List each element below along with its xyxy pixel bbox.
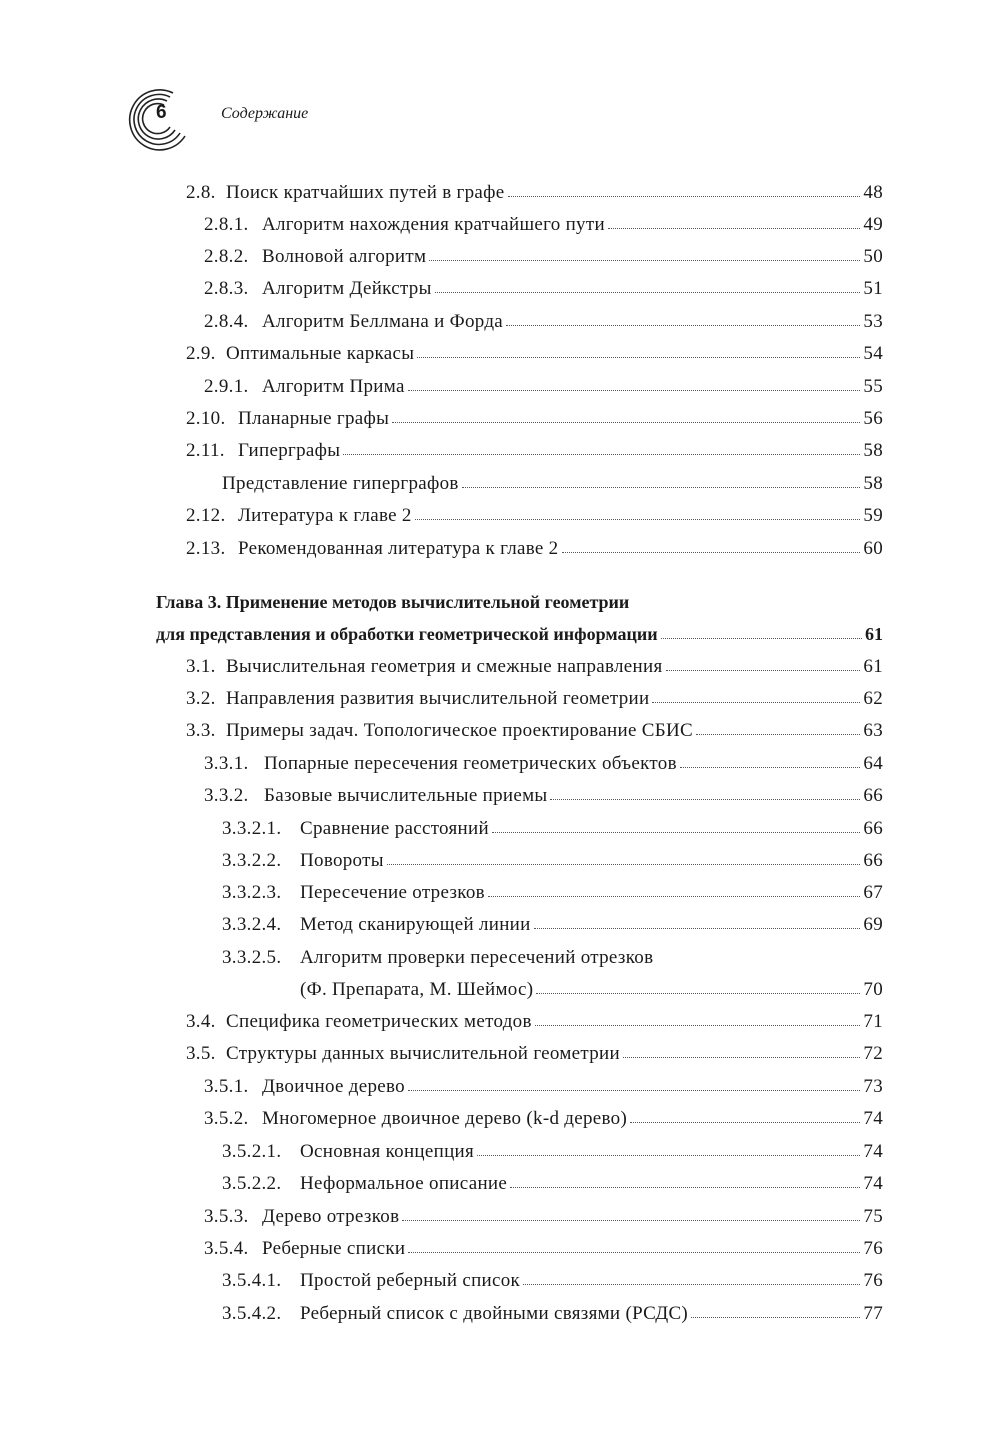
toc-entry-title: Планарные графы — [238, 408, 390, 429]
toc-entry[interactable] — [0, 1303, 883, 1329]
toc-entry-number: 3.5.2.2. — [222, 1173, 282, 1194]
dot-leader — [462, 487, 861, 488]
toc-entry-page: 50 — [863, 246, 883, 267]
dot-leader — [435, 292, 861, 293]
toc-entry-page: 72 — [863, 1043, 883, 1064]
dot-leader — [508, 196, 861, 197]
dot-leader — [661, 638, 862, 639]
toc-entry-title: Алгоритм Прима — [262, 376, 405, 397]
toc-entry-title: Рекомендованная литература к главе 2 — [238, 538, 559, 559]
toc-entry-number: 2.8.3. — [204, 278, 249, 299]
toc-entry-title: Структуры данных вычислительной геометрии — [226, 1043, 620, 1064]
toc-entry-title: Волновой алгоритм — [262, 246, 427, 267]
toc-entry-title: Примеры задач. Топологическое проектирование СБИС — [226, 720, 693, 741]
toc-entry-page: 69 — [863, 914, 883, 935]
toc-entry-number: 3.3.2.3. — [222, 882, 282, 903]
toc-entry[interactable] — [0, 505, 883, 531]
toc-entry-title: Метод сканирующей линии — [300, 914, 531, 935]
running-title: Содержание — [221, 105, 309, 122]
toc-entry[interactable] — [0, 914, 883, 940]
toc-entry-number: 3.5.3. — [204, 1206, 249, 1227]
toc-entry-continuation[interactable] — [0, 979, 883, 1005]
toc-entry[interactable] — [0, 785, 883, 811]
chapter-title-line2: для представления и обработки геометрической информации — [156, 624, 658, 644]
dot-leader — [510, 1187, 860, 1188]
dot-leader — [492, 832, 860, 833]
toc-entry-title: Вычислительная геометрия и смежные направления — [226, 656, 663, 677]
toc-entry-number: 2.8. — [186, 182, 216, 203]
dot-leader — [562, 552, 861, 553]
toc-entry-title: Сравнение расстояний — [300, 818, 489, 839]
chapter-title-line1: Глава 3. Применение методов вычислительной геометрии — [156, 592, 630, 612]
toc-entry[interactable] — [0, 473, 883, 499]
toc-entry-number: 2.8.2. — [204, 246, 249, 267]
toc-entry[interactable] — [0, 1076, 883, 1102]
toc-entry-page: 58 — [863, 440, 883, 461]
toc-entry-number: 3.1. — [186, 656, 216, 677]
toc-entry-title: Двоичное дерево — [262, 1076, 405, 1097]
dot-leader — [680, 767, 861, 768]
toc-entry-title: Простой реберный список — [300, 1270, 521, 1291]
toc-entry-page: 75 — [863, 1206, 883, 1227]
toc-entry-number: 3.3.2.2. — [222, 850, 282, 871]
dot-leader — [429, 260, 860, 261]
toc-entry-page: 53 — [863, 311, 883, 332]
dot-leader — [408, 1252, 860, 1253]
dot-leader — [691, 1317, 860, 1318]
dot-leader — [608, 228, 860, 229]
toc-entry-title: Повороты — [300, 850, 384, 871]
toc-entry[interactable] — [0, 408, 883, 434]
toc-entry-title-continuation: (Ф. Препарата, М. Шеймос) — [300, 979, 534, 1000]
dot-leader — [387, 864, 861, 865]
toc-entry-page: 59 — [863, 505, 883, 526]
toc-entry[interactable] — [0, 1206, 883, 1232]
toc-entry-number: 3.3.2.1. — [222, 818, 282, 839]
dot-leader — [652, 702, 860, 703]
dot-leader — [696, 734, 860, 735]
toc-entry-number: 3.3. — [186, 720, 216, 741]
toc-entry-page: 51 — [863, 278, 883, 299]
toc-entry[interactable] — [0, 1173, 883, 1199]
toc-entry-title: Оптимальные каркасы — [226, 343, 415, 364]
toc-entry-title: Алгоритм проверки пересечений отрезков — [300, 947, 654, 968]
toc-entry[interactable] — [0, 440, 883, 466]
toc-entry[interactable] — [0, 311, 883, 337]
toc-entry-number: 3.3.2.5. — [222, 947, 282, 968]
toc-entry-page: 74 — [863, 1173, 883, 1194]
toc-entry-page: 66 — [863, 818, 883, 839]
toc-entry-page: 55 — [863, 376, 883, 397]
dot-leader — [417, 357, 860, 358]
toc-entry-title: Дерево отрезков — [262, 1206, 400, 1227]
toc-entry-number: 3.4. — [186, 1011, 216, 1032]
toc-entry-title: Пересечение отрезков — [300, 882, 485, 903]
toc-entry-page: 63 — [863, 720, 883, 741]
toc-entry-number: 2.11. — [186, 440, 225, 461]
toc-entry-title: Попарные пересечения геометрических объектов — [264, 753, 677, 774]
toc-entry[interactable] — [0, 1141, 883, 1167]
toc-entry[interactable] — [0, 1270, 883, 1296]
toc-entry-number: 3.5.4. — [204, 1238, 249, 1259]
toc-entry-number: 3.3.2. — [204, 785, 249, 806]
dot-leader — [536, 993, 860, 994]
toc-entry[interactable] — [0, 376, 883, 402]
chapter-page: 61 — [865, 624, 883, 644]
toc-entry-page: 76 — [863, 1238, 883, 1259]
toc-entry-title: Алгоритм нахождения кратчайшего пути — [262, 214, 605, 235]
toc-entry-title: Гиперграфы — [238, 440, 341, 461]
toc-entry-number: 2.13. — [186, 538, 226, 559]
toc-entry-page: 74 — [863, 1141, 883, 1162]
chapter-heading[interactable] — [0, 624, 883, 650]
toc-entry-title: Базовые вычислительные приемы — [264, 785, 548, 806]
toc-entry-title: Литература к главе 2 — [238, 505, 412, 526]
toc-entry-page: 64 — [863, 753, 883, 774]
dot-leader — [392, 422, 860, 423]
toc-entry-page: 49 — [863, 214, 883, 235]
toc-entry-page: 56 — [863, 408, 883, 429]
toc-entry-number: 3.5.2.1. — [222, 1141, 282, 1162]
toc-entry-number: 2.12. — [186, 505, 226, 526]
toc-entry-page: 73 — [863, 1076, 883, 1097]
toc-entry-number: 3.2. — [186, 688, 216, 709]
toc-entry[interactable] — [0, 214, 883, 240]
toc-entry[interactable] — [0, 1043, 883, 1069]
toc-entry[interactable] — [0, 1011, 883, 1037]
toc-entry-page: 67 — [863, 882, 883, 903]
toc-entry-number: 2.8.1. — [204, 214, 249, 235]
toc-entry-page: 70 — [863, 979, 883, 1000]
toc-entry[interactable] — [0, 1238, 883, 1264]
dot-leader — [534, 928, 861, 929]
dot-leader — [523, 1284, 860, 1285]
toc-entry-number: 3.5.4.1. — [222, 1270, 282, 1291]
dot-leader — [415, 519, 861, 520]
toc-entry[interactable] — [0, 278, 883, 304]
toc-entry-number: 3.3.2.4. — [222, 914, 282, 935]
toc-entry-title: Неформальное описание — [300, 1173, 508, 1194]
toc-entry-title: Алгоритм Дейкстры — [262, 278, 432, 299]
dot-leader — [402, 1220, 860, 1221]
toc-entry-page: 71 — [863, 1011, 883, 1032]
toc-entry-page: 61 — [863, 656, 883, 677]
dot-leader — [623, 1057, 860, 1058]
toc-entry-page: 62 — [863, 688, 883, 709]
toc-entry[interactable] — [0, 246, 883, 272]
toc-entry-page: 48 — [863, 182, 883, 203]
toc-entry[interactable] — [0, 947, 883, 973]
dot-leader — [477, 1155, 860, 1156]
toc-entry-number: 3.3.1. — [204, 753, 249, 774]
dot-leader — [666, 670, 861, 671]
toc-entry-page: 66 — [863, 850, 883, 871]
toc-entry-number: 2.10. — [186, 408, 226, 429]
toc-entry-title: Специфика геометрических методов — [226, 1011, 532, 1032]
toc-entry-number: 3.5. — [186, 1043, 216, 1064]
toc-entry[interactable] — [0, 343, 883, 369]
dot-leader — [408, 1090, 860, 1091]
toc-entry[interactable] — [0, 850, 883, 876]
toc-entry-page: 54 — [863, 343, 883, 364]
toc-entry-page: 58 — [863, 473, 883, 494]
toc-entry[interactable] — [0, 182, 883, 208]
toc-entry[interactable] — [0, 1108, 883, 1134]
toc-entry-page: 76 — [863, 1270, 883, 1291]
toc-entry-title: Основная концепция — [300, 1141, 475, 1162]
toc-entry-title: Направления развития вычислительной геометрии — [226, 688, 650, 709]
toc-entry[interactable] — [0, 688, 883, 714]
toc-entry-number: 2.8.4. — [204, 311, 249, 332]
dot-leader — [408, 390, 861, 391]
dot-leader — [535, 1025, 861, 1026]
toc-entry-page: 66 — [863, 785, 883, 806]
toc-entry-number: 3.5.4.2. — [222, 1303, 282, 1324]
dot-leader — [506, 325, 860, 326]
toc-entry-page: 74 — [863, 1108, 883, 1129]
toc-entry-page: 60 — [863, 538, 883, 559]
toc-entry[interactable] — [0, 538, 883, 564]
toc-entry[interactable] — [0, 882, 883, 908]
dot-leader — [343, 454, 860, 455]
page-number: 6 — [156, 102, 167, 123]
toc-entry[interactable] — [0, 818, 883, 844]
toc-entry-title: Представление гиперграфов — [222, 473, 459, 494]
toc-entry-title: Поиск кратчайших путей в графе — [226, 182, 505, 203]
toc-entry-title: Реберный список с двойными связями (РСДС) — [300, 1303, 689, 1324]
chapter-heading[interactable] — [0, 592, 883, 618]
toc-entry-number: 2.9.1. — [204, 376, 249, 397]
toc-entry-number: 2.9. — [186, 343, 216, 364]
toc-entry[interactable] — [0, 753, 883, 779]
toc-entry-page: 77 — [863, 1303, 883, 1324]
page-header — [0, 0, 1000, 170]
toc-entry-title: Алгоритм Беллмана и Форда — [262, 311, 504, 332]
toc-entry-title: Реберные списки — [262, 1238, 406, 1259]
dot-leader — [550, 799, 860, 800]
toc-entry[interactable] — [0, 720, 883, 746]
toc-entry-number: 3.5.1. — [204, 1076, 249, 1097]
toc-entry-title: Многомерное двоичное дерево (k-d дерево) — [262, 1108, 628, 1129]
dot-leader — [488, 896, 861, 897]
dot-leader — [630, 1122, 860, 1123]
toc-entry-number: 3.5.2. — [204, 1108, 249, 1129]
toc-entry[interactable] — [0, 656, 883, 682]
